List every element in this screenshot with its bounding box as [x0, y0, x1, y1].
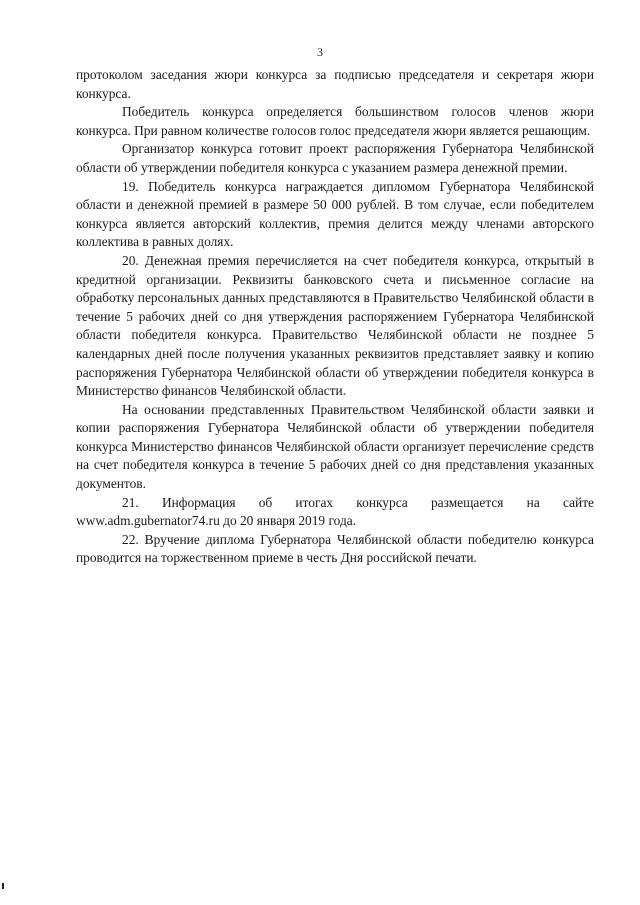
paragraph-ministry-transfer: На основании представленных Правительством Челябинской области заявки и копии распоряжения Губернатора Челябинской области об утверждении победителя конкурса Министерство финансов Челябинской области организует перечисление средств на счет победителя конкурса в течение 5 рабочих дней со дня представления указанных документов.	[76, 401, 594, 492]
paragraph-organizer-draft: Организатор конкурса готовит проект распоряжения Губернатора Челябинской области об утверждении победителя конкурса с указанием размера денежной премии.	[76, 141, 594, 175]
paragraph-item-20: 20. Денежная премия перечисляется на счет победителя конкурса, открытый в кредитной организации. Реквизиты банковского счета и письменное согласие на обработку персональных данных представляются в Правительство Челябинской области в течение 5 рабочих дней со дня утверждения распоряжением Губернатора Челябинской области победителя конкурса. Правительство Челябинской области не позднее 5 календарных дней после получения указанных реквизитов представляет заявку и копию распоряжения Губернатора Челябинской области об утверждении победителя конкурса в Министерство финансов Челябинской области.	[76, 252, 594, 399]
paragraph-item-19: 19. Победитель конкурса награждается дипломом Губернатора Челябинской области и денежной премией в размере 50 000 рублей. В том случае, если победителем конкурса является авторский коллектив, премия делится между членами авторского коллектива в равных долях.	[76, 178, 594, 250]
scan-edge-mark	[2, 883, 4, 889]
paragraph-item-22: 22. Вручение диплома Губернатора Челябинской области победителю конкурса проводится на торжественном приеме в честь Дня российской печати.	[76, 531, 594, 566]
paragraph-item-21: 21. Информация об итогах конкурса размещается на сайте www.adm.gubernator74.ru до 20 января 2019 года.	[76, 494, 594, 529]
page-number: 3	[317, 45, 323, 59]
document-body	[76, 66, 594, 568]
paragraph-winner-determination: Победитель конкурса определяется большинством голосов членов жюри конкурса. При равном количестве голосов голос председателя жюри является решающим.	[76, 104, 594, 138]
paragraph-continuation: протоколом заседания жюри конкурса за подписью председателя и секретаря жюри конкурса.	[76, 67, 594, 101]
